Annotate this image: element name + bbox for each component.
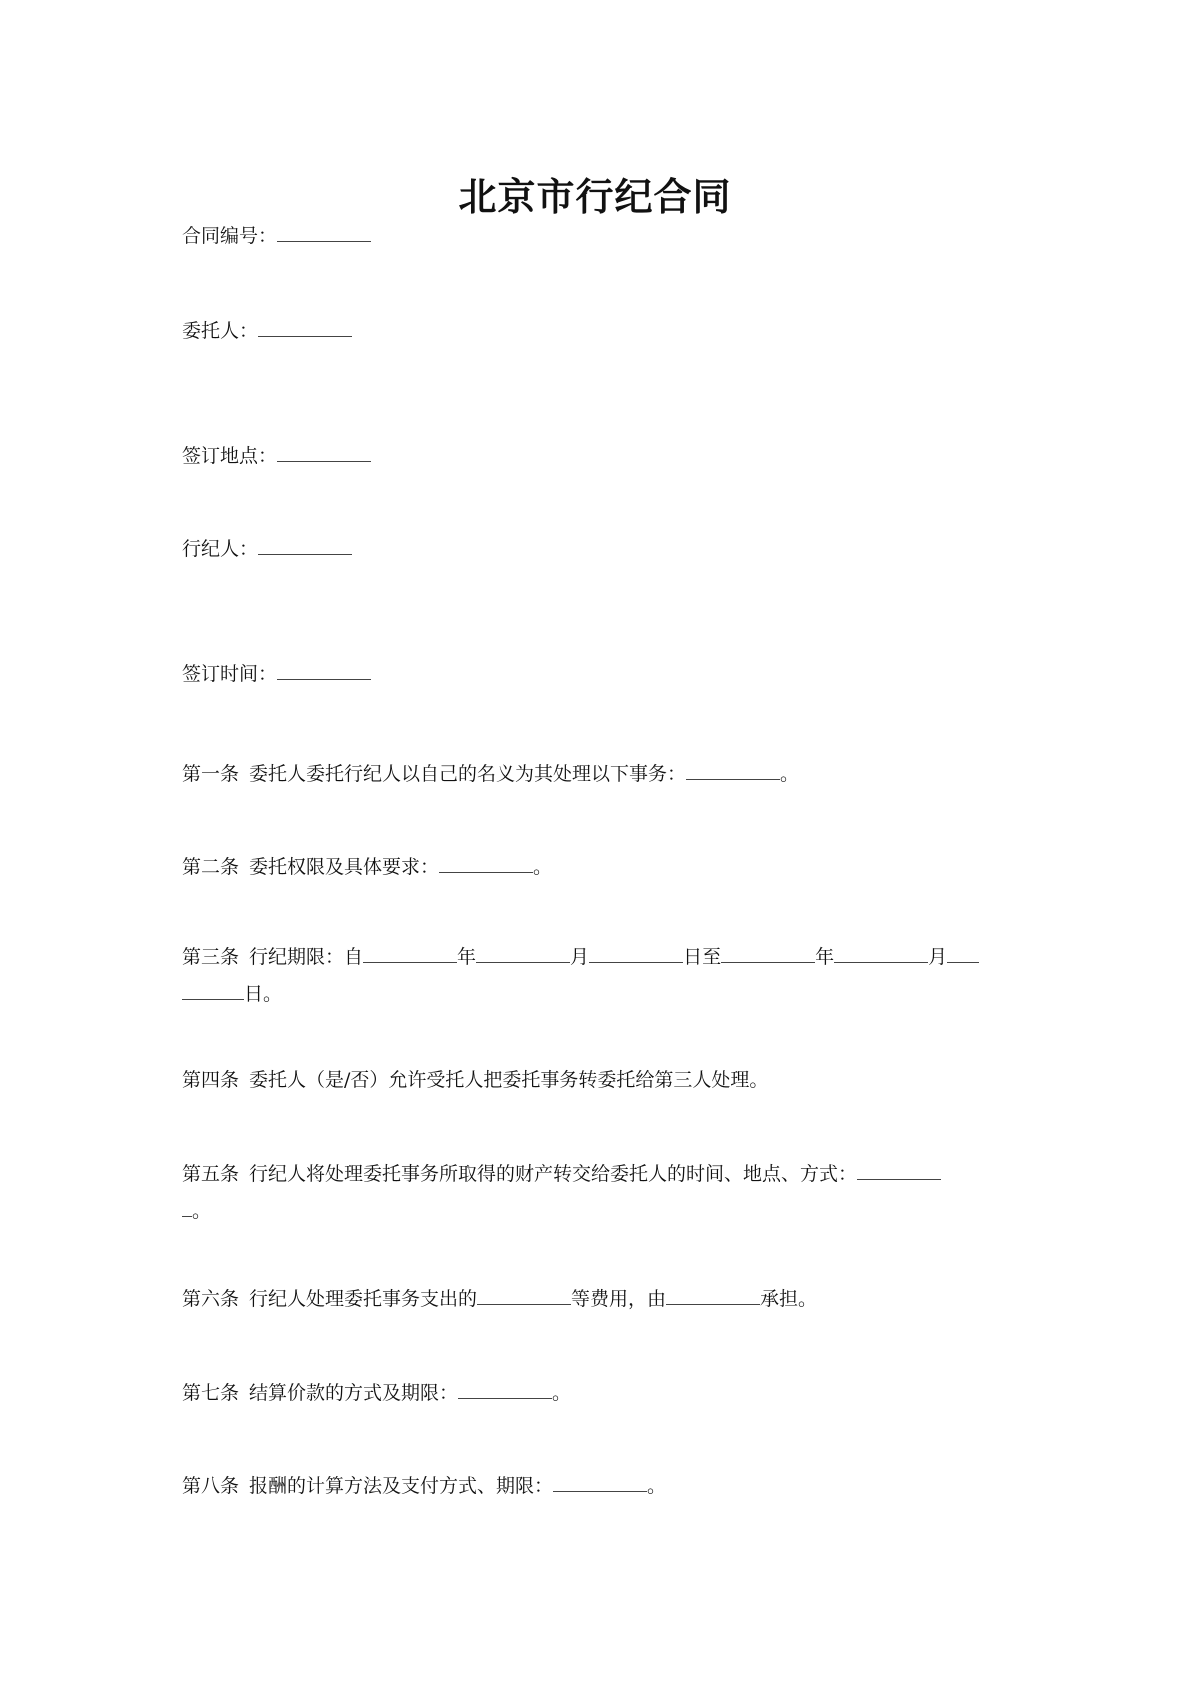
article-7: [182, 1380, 571, 1405]
broker-blank[interactable]: [258, 536, 352, 555]
field-label: 委托人：: [182, 320, 259, 342]
article-text: 委托权限及具体要求：: [249, 856, 440, 878]
unit-day-end: 日。: [244, 983, 283, 1005]
article-text: 委托人（是/否）允许受托人把委托事务转委托给第三人处理。: [249, 1069, 769, 1091]
article-text: 行纪人处理委托事务支出的: [249, 1288, 478, 1310]
article-3-cont: [182, 981, 282, 1006]
article-text: 行纪人将处理委托事务所取得的财产转交给委托人的时间、地点、方式：: [249, 1163, 858, 1185]
field-label: 合同编号：: [182, 225, 278, 247]
article-5-cont: [182, 1198, 211, 1223]
article-number: 第三条: [182, 946, 240, 968]
unit-year: 年: [815, 946, 835, 968]
article-6: [182, 1286, 817, 1311]
article-4: [182, 1068, 768, 1092]
punct: 。: [192, 1200, 212, 1222]
article-text: 报酬的计算方法及支付方式、期限：: [249, 1475, 554, 1497]
article-text: 等费用，由: [571, 1288, 667, 1310]
article-1: [182, 761, 799, 786]
end-year-blank[interactable]: [721, 944, 815, 963]
start-month-blank[interactable]: [476, 944, 570, 963]
unit-month: 月: [928, 946, 948, 968]
field-principal: [182, 318, 352, 343]
article-2: [182, 854, 552, 879]
field-signing-place: [182, 443, 371, 468]
field-label: 行纪人：: [182, 538, 259, 560]
article-5-blank-cont[interactable]: [182, 1198, 192, 1217]
contract-number-blank[interactable]: [277, 223, 371, 242]
punct: 。: [647, 1475, 667, 1497]
field-broker: [182, 536, 352, 561]
article-text: 行纪期限：自: [249, 946, 364, 968]
end-day-blank[interactable]: [947, 944, 979, 963]
principal-blank[interactable]: [258, 318, 352, 337]
end-month-blank[interactable]: [834, 944, 928, 963]
article-number: 第四条: [182, 1069, 240, 1091]
article-number: 第八条: [182, 1475, 240, 1497]
end-day-blank-cont[interactable]: [182, 981, 244, 1000]
article-number: 第七条: [182, 1382, 240, 1404]
article-5-blank[interactable]: [857, 1161, 941, 1180]
punct: 。: [552, 1382, 572, 1404]
article-number: 第六条: [182, 1288, 240, 1310]
article-text: 承担。: [760, 1288, 818, 1310]
field-label: 签订地点：: [182, 445, 278, 467]
start-day-blank[interactable]: [589, 944, 683, 963]
article-number: 第五条: [182, 1163, 240, 1185]
punct: 。: [533, 856, 553, 878]
article-number: 第一条: [182, 763, 240, 785]
article-number: 第二条: [182, 856, 240, 878]
signing-place-blank[interactable]: [277, 443, 371, 462]
field-signing-time: [182, 661, 371, 686]
unit-month: 月: [570, 946, 590, 968]
unit-day-to: 日至: [683, 946, 722, 968]
article-7-blank[interactable]: [458, 1380, 552, 1399]
punct: 。: [780, 763, 800, 785]
document-title: 北京市行纪合同: [458, 174, 732, 219]
field-contract-number: [182, 223, 371, 248]
article-2-blank[interactable]: [439, 854, 533, 873]
article-5: [182, 1161, 941, 1186]
start-year-blank[interactable]: [363, 944, 457, 963]
unit-year: 年: [457, 946, 477, 968]
article-8-blank[interactable]: [553, 1473, 647, 1492]
bearer-blank[interactable]: [666, 1286, 760, 1305]
article-1-blank[interactable]: [686, 761, 780, 780]
article-text: 委托人委托行纪人以自己的名义为其处理以下事务：: [249, 763, 687, 785]
article-8: [182, 1473, 666, 1498]
field-label: 签订时间：: [182, 663, 278, 685]
article-text: 结算价款的方式及期限：: [249, 1382, 459, 1404]
expense-type-blank[interactable]: [477, 1286, 571, 1305]
article-3: [182, 944, 979, 969]
signing-time-blank[interactable]: [277, 661, 371, 680]
